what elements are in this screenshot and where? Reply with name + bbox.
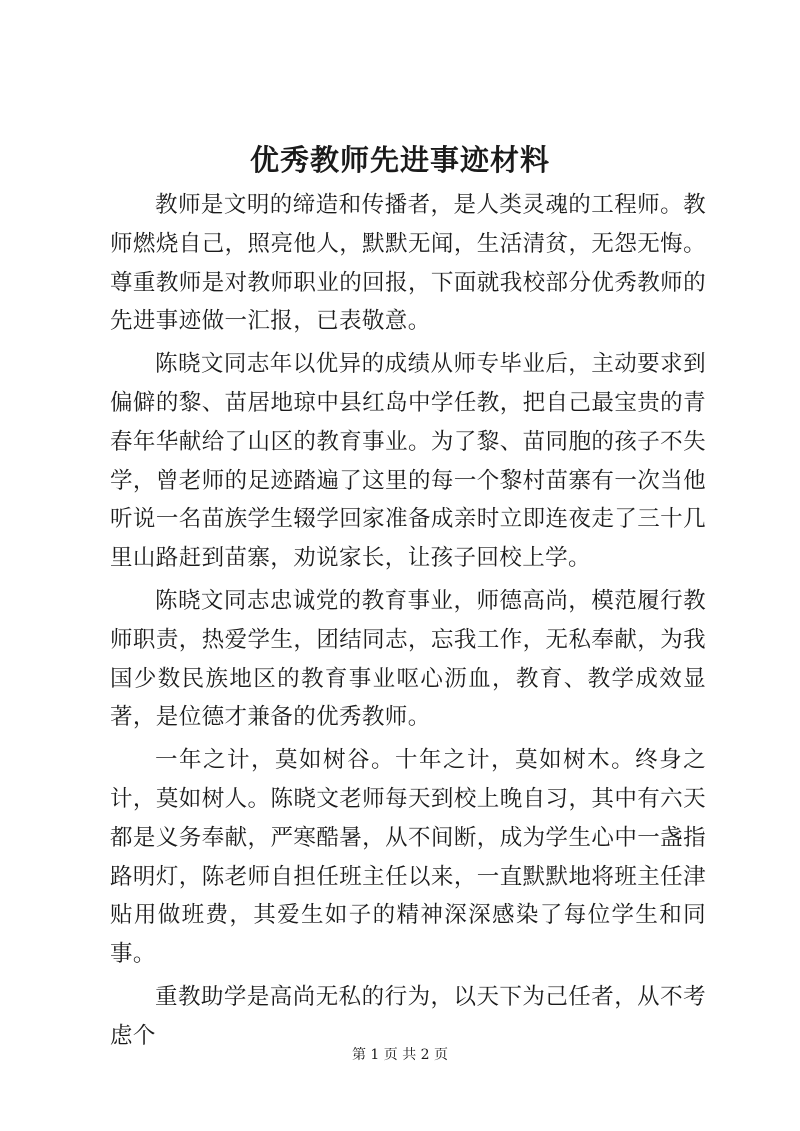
document-title: 优秀教师先进事迹材料 (249, 143, 550, 177)
paragraph-3: 陈晓文同志忠诚党的教育事业，师德高尚，模范履行教师职责，热爱学生，团结同志，忘我工作，无私奉献，为我国少数民族地区的教育事业呕心沥血，教育、教学成效显著，是位德才兼备的优秀教师。 (110, 587, 706, 731)
paragraph-4: 一年之计，莫如树谷。十年之计，莫如树木。终身之计，莫如树人。陈晓文老师每天到校上晚自习，其中有六天都是义务奉献，严寒酷暑，从不间断，成为学生心中一盏指路明灯，陈老师自担任班主任以来，一直默默地将班主任津贴用做班费，其爱生如子的精神深深感染了每位学生和同事。 (110, 747, 706, 968)
paragraph-2: 陈晓文同志年以优异的成绩从师专毕业后，主动要求到偏僻的黎、苗居地琼中县红岛中学任教，把自己最宝贵的青春年华献给了山区的教育事业。为了黎、苗同胞的孩子不失学，曾老师的足迹踏遍了这里的每一个黎村苗寨有一次当他听说一名苗族学生辍学回家准备成亲时立即连夜走了三十几里山路赶到苗寨，劝说家长，让孩子回校上学。 (110, 351, 706, 572)
paragraph-1: 教师是文明的缔造和传播者，是人类灵魂的工程师。教师燃烧自己，照亮他人，默默无闻，生活清贫，无怨无悔。尊重教师是对教师职业的回报，下面就我校部分优秀教师的先进事迹做一汇报，已表敬意。 (110, 192, 706, 335)
paragraph-5: 重教助学是高尚无私的行为，以天下为己任者，从不考虑个 (110, 983, 706, 1049)
document-body (110, 186, 706, 1060)
page-footer: 第 1 页 共 2 页 (351, 1047, 449, 1063)
